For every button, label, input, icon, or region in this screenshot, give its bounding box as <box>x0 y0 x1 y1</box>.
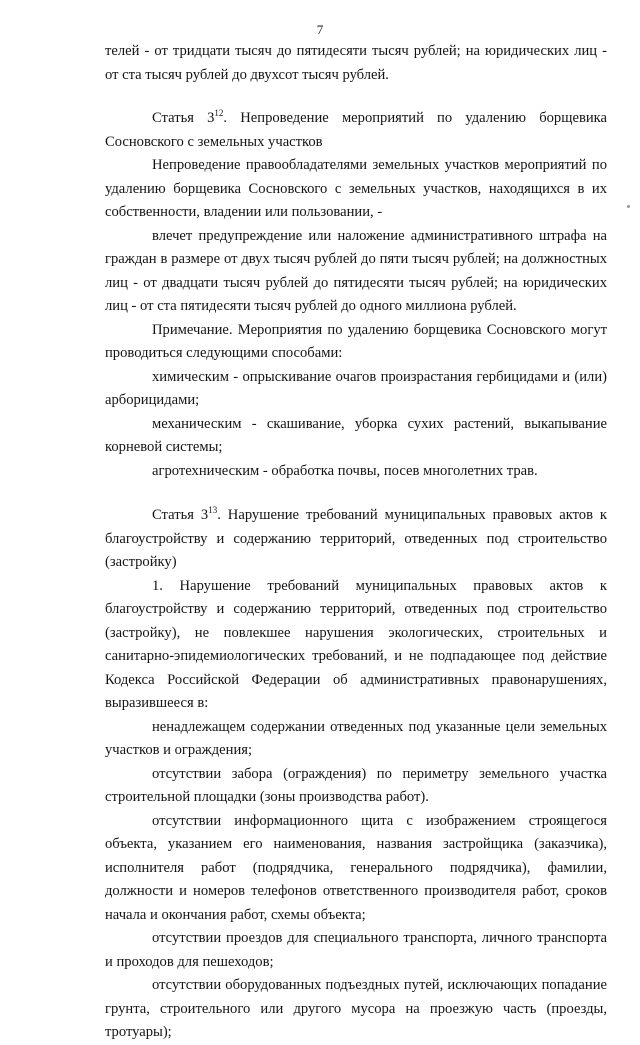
article-12-method-mechanical: механическим - скашивание, уборка сухих растений, выкапывание корневой системы; <box>105 415 607 455</box>
page-number: 7 <box>316 22 324 37</box>
article-13-item: отсутствии забора (ограждения) по периметру земельного участка строительной площадки (зоны производства работ). <box>105 765 607 805</box>
article-12-method-agrotech: агротехническим - обработка почвы, посев многолетних трав. <box>152 462 538 479</box>
article-13-heading-sup: 13 <box>208 505 218 515</box>
continuation-text: телей - от тридцати тысяч до пятидесяти тысяч рублей; на юридических лиц - от ста тысяч рублей до двухсот тысяч рублей. <box>105 43 607 83</box>
article-12-paragraph: влечет предупреждение или наложение административного штрафа на граждан в размере от двух тысяч рублей до пяти тысяч рублей; на должностных лиц - от двадцати тысяч рублей до пятидесяти тысяч рублей; на юридических лиц - от ста пятидесяти тысяч рублей до одного миллиона рублей. <box>105 227 607 314</box>
article-13-item: ненадлежащем содержании отведенных под указанные цели земельных участков и ограждения; <box>105 718 607 758</box>
section-gap <box>105 87 607 107</box>
article-13-heading-prefix: Статья 3 <box>152 507 209 523</box>
article-13-item: отсутствии проездов для специального транспорта, личного транспорта и проходов для пешеходов; <box>105 930 607 970</box>
article-13-paragraph: 1. Нарушение требований муниципальных правовых актов к благоустройству и содержанию территорий, отведенных под строительство (застройку), не повлекшее нарушения экологических, строительных и санитарно-эпидемиологических требований, и не подпадающее под действие Кодекса Российской Федерации об административных правонарушениях, выразившееся в: <box>105 577 607 711</box>
scan-speck <box>627 205 630 208</box>
article-13-item: отсутствии оборудованных подъездных путей, исключающих попадание грунта, строительного или другого мусора на проезжую часть (проезды, тротуары); <box>105 977 607 1040</box>
article-13-heading-text: . Нарушение требований муниципальных правовых актов к благоустройству и содержанию территорий, отведенных под строительство (застройку) <box>105 507 608 570</box>
article-12-heading-prefix: Статья 3 <box>152 110 215 126</box>
article-13-item: отсутствии информационного щита с изображением строящегося объекта, указанием его наименования, названия застройщика (заказчика), исполнителя работ (подрядчика, генерального подрядчика), фамилии, должности и номеров телефонов ответственного производителя работ, сроков начала и окончания работ, схемы объекта; <box>105 812 607 923</box>
article-12-heading-sup: 12 <box>214 108 224 118</box>
document-body <box>105 40 607 1045</box>
article-12-paragraph: Непроведение правообладателями земельных участков мероприятий по удалению борщевика Сосновского с земельных участков, находящихся в их собственности, владении или пользовании, - <box>105 157 607 220</box>
article-12-heading-text: . Непроведение мероприятий по удалению борщевика Сосновского с земельных участков <box>105 110 607 150</box>
article-13-heading <box>105 504 607 575</box>
article-12-heading <box>105 107 607 154</box>
article-12-method-chemical: химическим - опрыскивание очагов произрастания гербицидами и (или) арборицидами; <box>105 368 607 408</box>
article-12-note: Примечание. Мероприятия по удалению борщевика Сосновского могут проводиться следующими способами: <box>105 321 607 361</box>
section-gap <box>105 483 607 504</box>
